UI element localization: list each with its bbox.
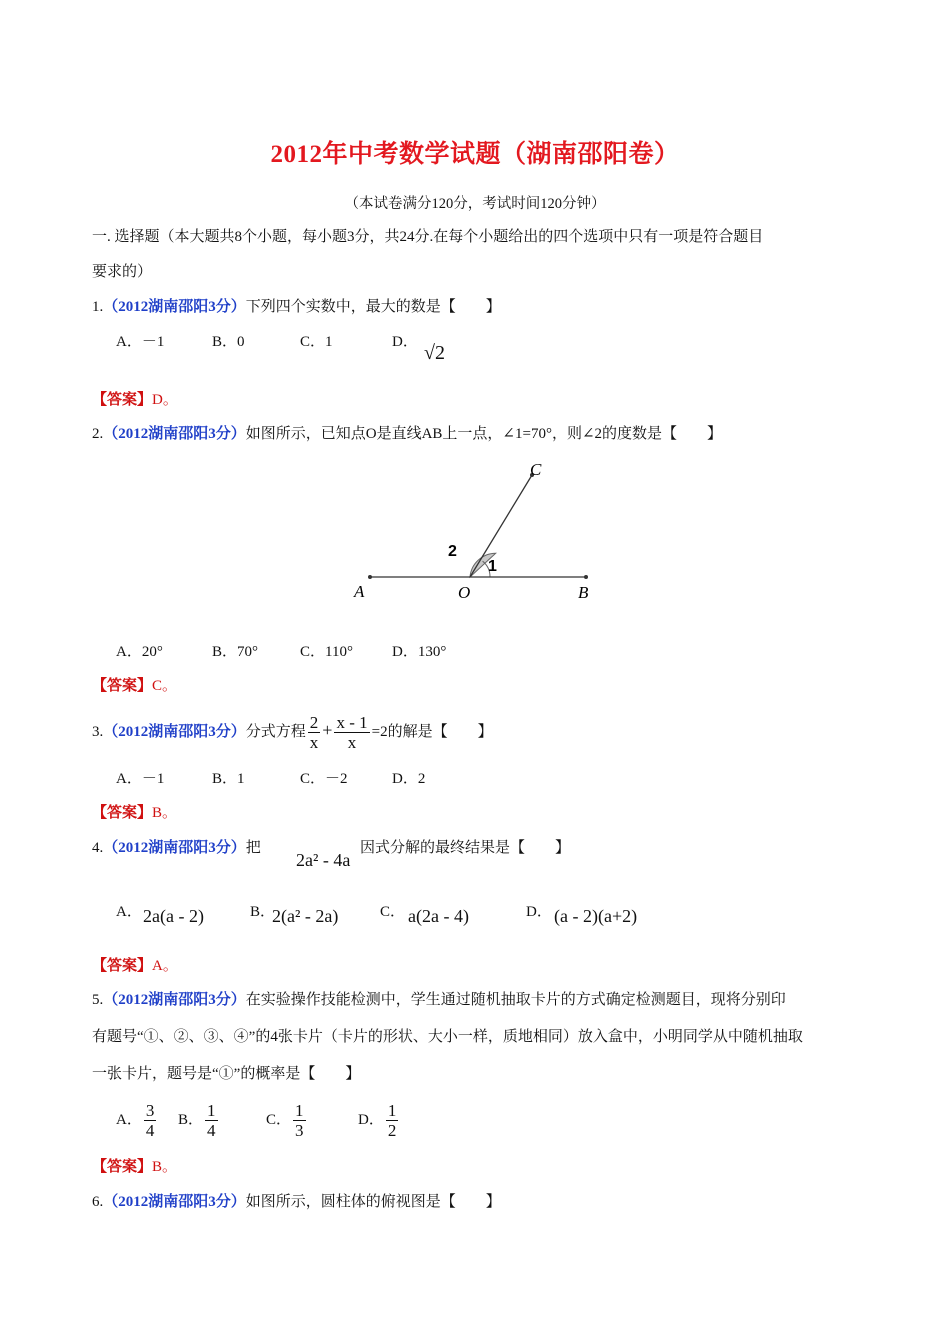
answer-value: B。 [152,805,178,821]
question-source: （2012湖南邵阳3分） [103,724,246,740]
answer-label: 【答案】 [92,678,153,694]
q3-answer [92,803,177,823]
label-c: C [530,460,542,479]
label-angle-1: 1 [488,558,497,575]
question-text-pre: 分式方程 [245,724,306,740]
q4-option-d-expr: (a - 2)(a+2) [554,906,638,926]
q4-text-post: 因式分解的最终结果是【 】 [360,840,571,856]
answer-label: 【答案】 [92,1159,153,1175]
label-o: O [458,583,471,602]
q4-option-b-expr: 2(a² - 2a) [272,906,339,926]
fraction-numerator: 1 [207,1101,216,1121]
q1-option-d: D． [392,334,418,350]
option-label: D． [358,1112,384,1128]
answer-label: 【答案】 [92,392,153,408]
question-number: 1. [92,299,104,315]
question-4 [92,838,261,858]
q1-option-d-sqrt: √2 [424,342,445,364]
option-label: C． [266,1112,292,1128]
q3-option-a: A．－1 [116,771,165,787]
question-text: 如图所示，圆柱体的俯视图是【 】 [245,1194,501,1210]
question-source: （2012湖南邵阳3分） [103,840,246,856]
q4-option-c-label: C． [380,904,406,920]
q4-option-a-label: A． [116,904,142,920]
question-5-line3: 一张卡片，题号是“①”的概率是【 】 [92,1066,361,1082]
section-heading-line2: 要求的） [92,264,153,280]
point-b [584,575,588,579]
q3-option-d: D．2 [392,771,426,787]
option-fraction [205,1101,218,1140]
fraction-numerator: 1 [387,1101,397,1121]
q5-answer [92,1157,177,1177]
q2-option-d: D．130° [392,644,447,660]
option-fraction [386,1101,399,1140]
question-1 [92,297,501,317]
q4-option-b-label: B． [250,904,276,920]
q5-option-c [266,1099,308,1141]
label-a: A [354,582,365,601]
q1-option-c: C．1 [300,334,333,350]
fraction-denominator: x [347,733,357,753]
q1-option-a: A．－1 [116,334,165,350]
question-source: （2012湖南邵阳3分） [103,426,246,442]
question-5 [92,990,786,1010]
q2-option-c: C．110° [300,644,353,660]
fraction-2-over-x [308,713,321,752]
question-text-post: =2的解是【 】 [371,724,493,740]
option-fraction [293,1101,306,1140]
label-angle-2: 2 [448,543,457,560]
question-text: 下列四个实数中，最大的数是【 】 [245,299,501,315]
point-a [368,575,372,579]
q4-option-c-expr: a(2a - 4) [408,906,469,926]
question-number: 5. [92,992,104,1008]
q4-answer [92,956,178,976]
question-source: （2012湖南邵阳3分） [103,1194,246,1210]
question-number: 3. [92,724,104,740]
fraction-denominator: 4 [207,1121,216,1141]
answer-value: B。 [152,1159,178,1175]
section-heading-line1: 一. 选择题（本大题共8个小题，每小题3分，共24分.在每个小题给出的四个选项中只有一项是符合题目 [92,229,764,245]
fraction-denominator: x [309,733,319,753]
answer-label: 【答案】 [92,958,153,974]
q4-option-d-label: D． [526,904,552,920]
q4-expression: 2a² - 4a [296,850,351,870]
q2-option-a: A．20° [116,644,163,660]
angle-figure [350,455,610,605]
answer-value: C。 [152,678,178,694]
question-number: 2. [92,426,104,442]
label-b: B [578,583,589,602]
page-title: 2012年中考数学试题（湖南邵阳卷） [270,141,680,168]
fraction-denominator: 2 [387,1121,397,1141]
question-text: 如图所示，已知点O是直线AB上一点，∠1=70°，则∠2的度数是【 】 [245,426,723,442]
q5-option-d [358,1099,400,1141]
question-6 [92,1192,501,1212]
answer-label: 【答案】 [92,805,153,821]
fraction-numerator: 3 [145,1101,155,1121]
plus-sign: + [322,720,333,740]
answer-value: A。 [152,958,178,974]
fraction-denominator: 3 [295,1121,304,1141]
fraction-numerator: 1 [295,1101,304,1121]
question-3 [92,710,493,752]
option-label: A． [116,1112,142,1128]
question-number: 4. [92,840,104,856]
q2-option-b: B．70° [212,644,259,660]
option-label: B． [178,1112,204,1128]
question-source: （2012湖南邵阳3分） [103,992,246,1008]
question-text-line1: 在实验操作技能检测中，学生通过随机抽取卡片的方式确定检测题目，现将分别印 [245,992,786,1008]
question-source: （2012湖南邵阳3分） [103,299,246,315]
fraction-numerator: 2 [309,713,319,733]
q4-option-a-expr: 2a(a - 2) [143,906,204,926]
q1-answer [92,390,178,410]
option-fraction [144,1101,157,1140]
q3-option-c: C．－2 [300,771,348,787]
question-number: 6. [92,1194,104,1210]
question-2 [92,424,722,444]
q3-option-b: B．1 [212,771,245,787]
fraction-x-minus-1-over-x [334,713,369,752]
q5-option-a [116,1099,158,1141]
answer-value: D。 [152,392,178,408]
fraction-numerator: x - 1 [336,713,368,733]
question-5-line2: 有题号“①、②、③、④”的4张卡片（卡片的形状、大小一样，质地相同）放入盒中，小明同学从中随机抽取 [92,1029,803,1045]
page-subtitle: （本试卷满分120分，考试时间120分钟） [344,196,606,212]
ray-oc [470,475,532,577]
q1-option-b: B．0 [212,334,245,350]
question-text-pre: 把 [245,840,261,856]
q5-option-b [178,1099,220,1141]
fraction-denominator: 4 [145,1121,155,1141]
q2-answer [92,676,177,696]
